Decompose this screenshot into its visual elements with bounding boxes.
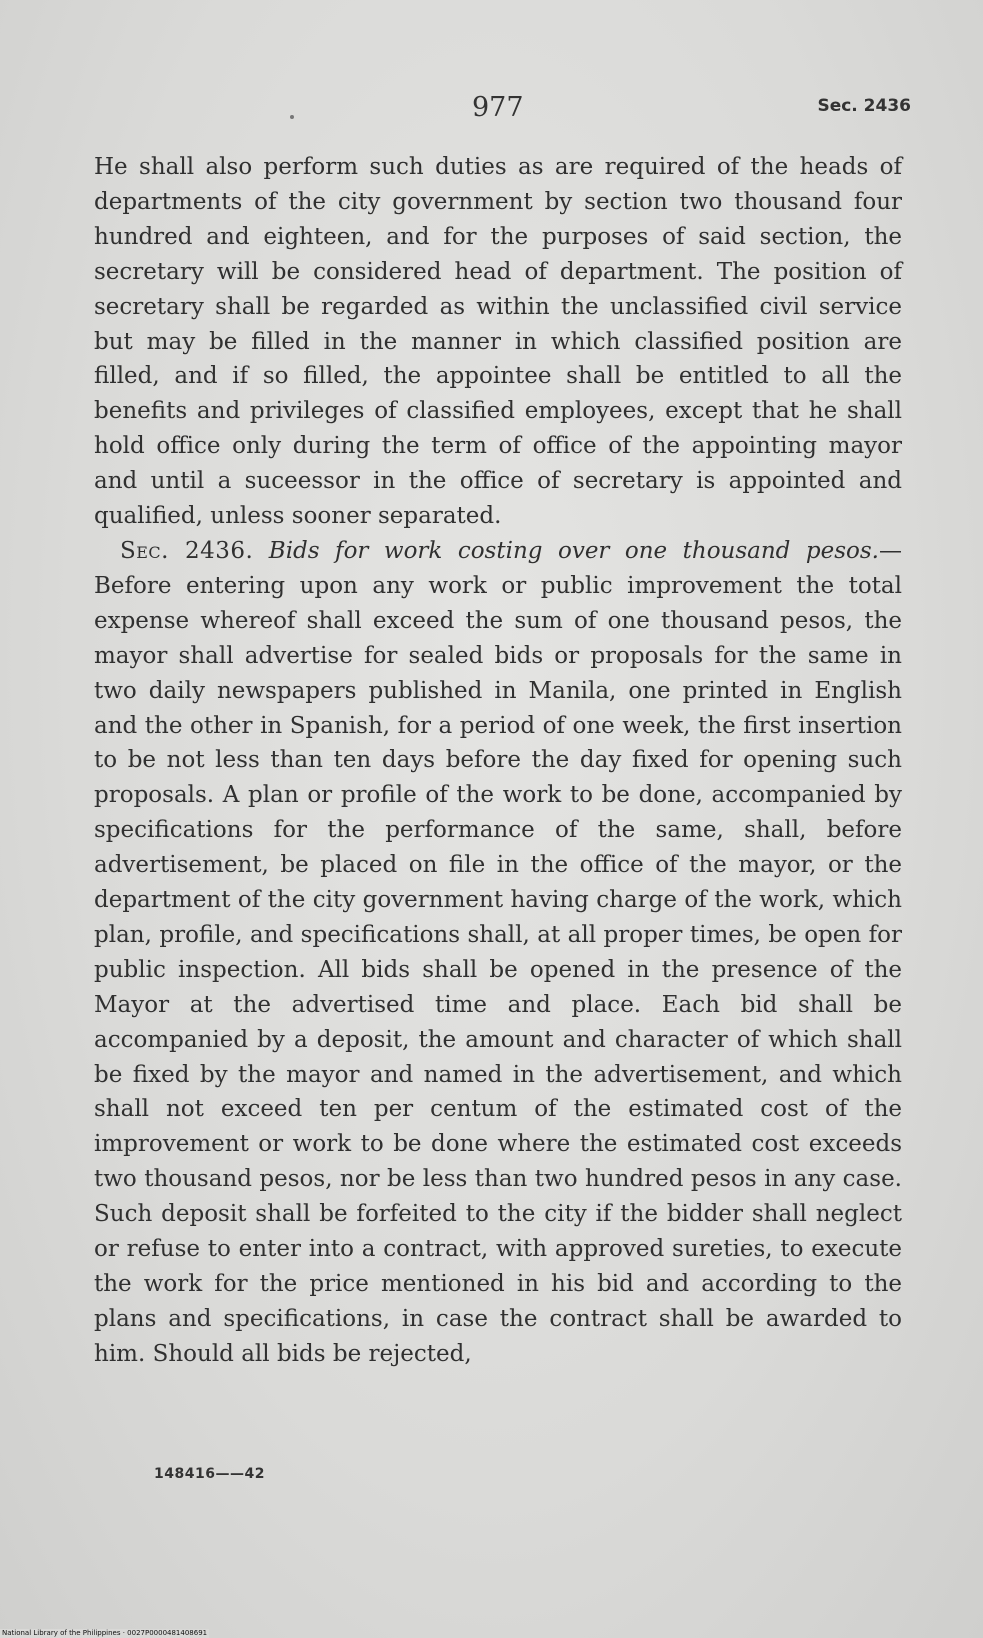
page-number: 977 (472, 92, 524, 123)
section-title: Bids for work costing over one thousand pesos. (268, 537, 879, 564)
page-header (0, 92, 983, 132)
section-label: Sec. 2436. (120, 537, 254, 564)
printer-signature-mark: 148416——42 (154, 1466, 265, 1482)
scan-speck (290, 115, 294, 119)
scan-credit-label: National Library of the Philippines · 0027P0000481408691 (2, 1629, 208, 1637)
paragraph-continuation: He shall also perform such duties as are required of the heads of departments of the city government by section two thousand four hundred and eighteen, and for the purposes of said section, the secretary will be considered head of department. The position of secretary shall be regarded as within the unclassified civil service but may be filled in the manner in which classified position are filled, and if so filled, the appointee shall be entitled to all the benefits and privileges of classified employees, except that he shall hold office only during the term of office of the appointing mayor and until a suceessor in the office of secretary is appointed and qualified, unless sooner separated. (94, 154, 902, 530)
section-reference: Sec. 2436 (817, 96, 911, 116)
body-text (94, 150, 902, 1372)
section-body: —Before entering upon any work or public improvement the total expense whereof shall exceed the sum of one thousand pesos, the mayor shall advertise for sealed bids or proposals for the same in two daily newspapers published in Manila, one printed in English and the other in Spanish, for a period of one week, the first insertion to be not less than ten days before the day fixed for opening such proposals. A plan or profile of the work to be done, accompanied by specifications for the performance of the same, shall, before advertisement, be placed on file in the office of the mayor, or the department of the city government having charge of the work, which plan, profile, and specifications shall, at all proper times, be open for public inspection. All bids shall be opened in the presence of the Mayor at the advertised time and place. Each bid shall be accompanied by a deposit, the amount and character of which shall be fixed by the mayor and named in the advertisement, and which shall not exceed ten per centum of the estimated cost of the improvement or work to be done where the estimated cost exceeds two thousand pesos, nor be less than two hundred pesos in any case. Such deposit shall be forfeited to the city if the bidder shall neglect or refuse to enter into a contract, with approved sureties, to execute the work for the price mentioned in his bid and according to the plans and specifications, in case the contract shall be awarded to him. Should all bids be rejected, (94, 537, 902, 1367)
paragraph-section-2436 (94, 534, 902, 1372)
